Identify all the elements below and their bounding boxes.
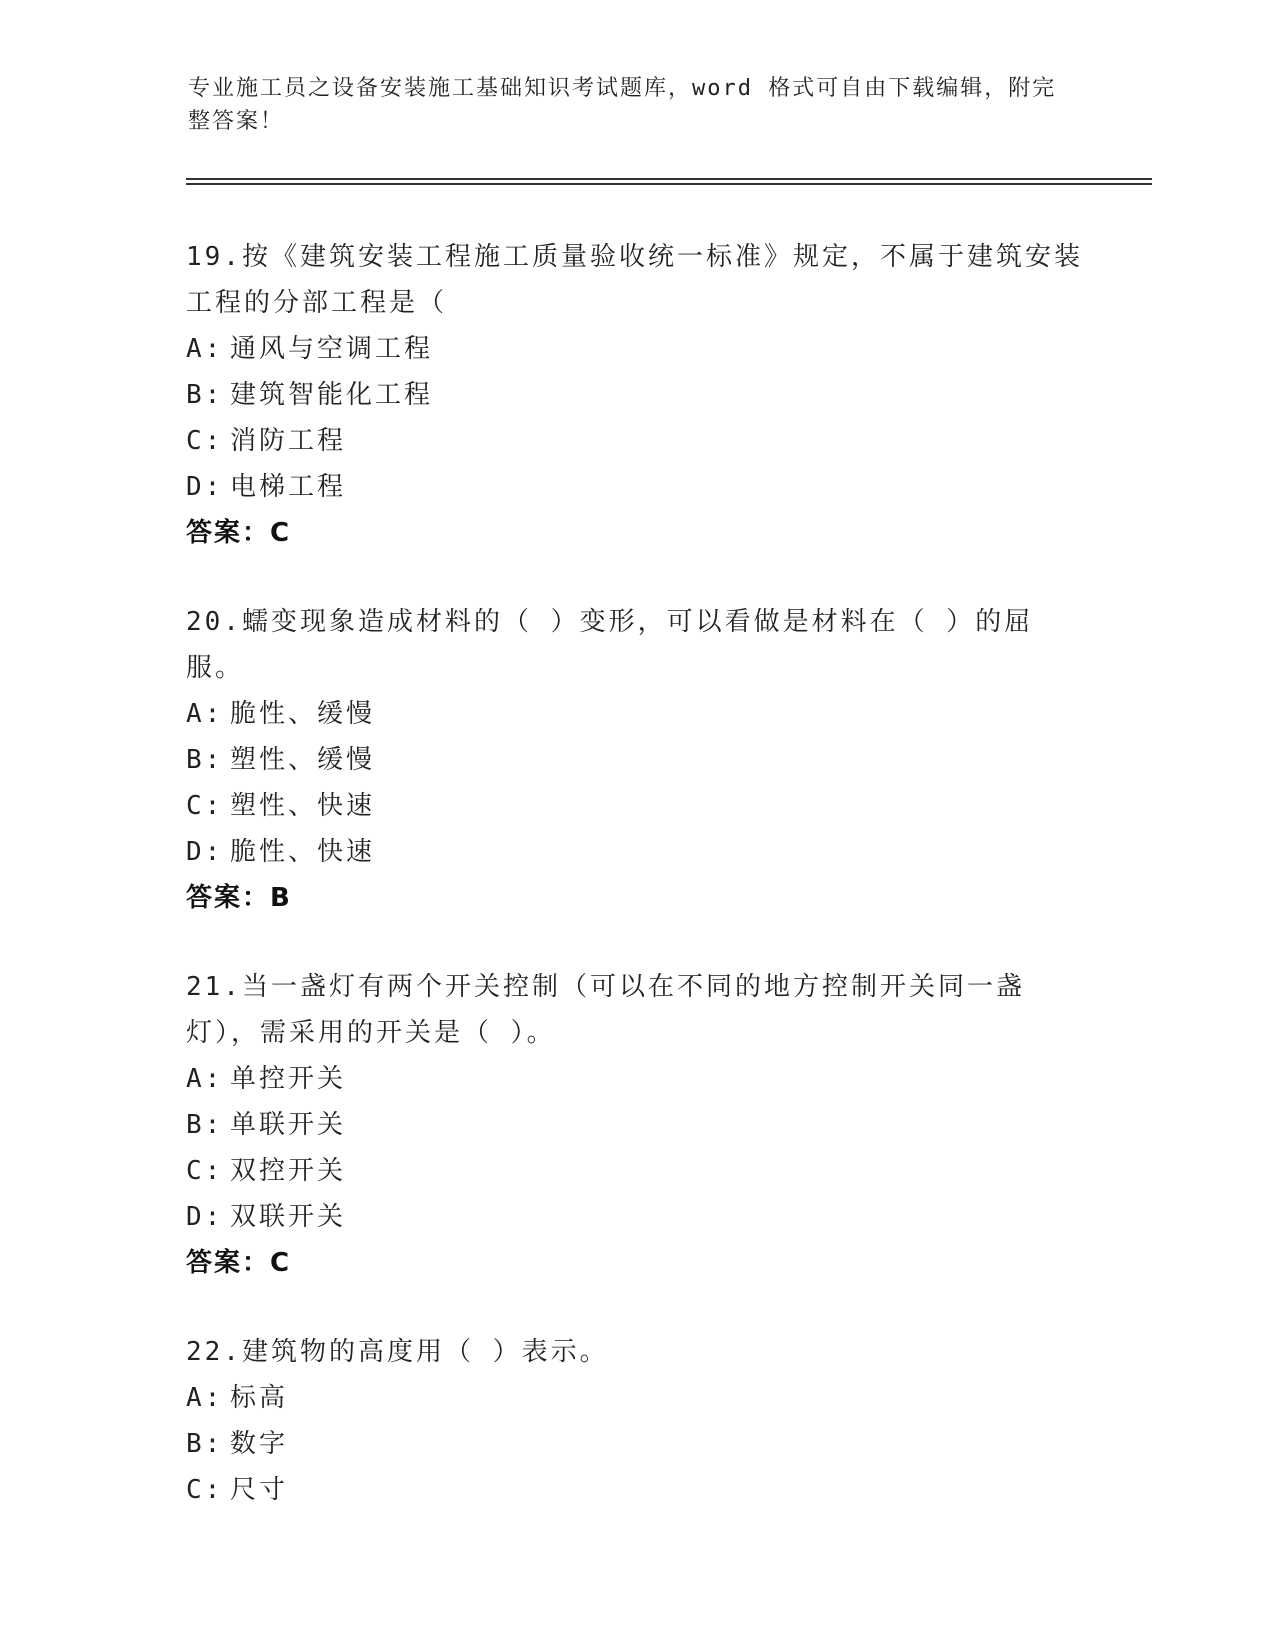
option-text: 尺寸 bbox=[230, 1475, 289, 1505]
option-a bbox=[186, 326, 1086, 372]
question-stem: 21.当一盏灯有两个开关控制（可以在不同的地方控制开关同一盏灯），需采用的开关是（ ）。 bbox=[186, 972, 1025, 1048]
option-b bbox=[186, 1102, 1086, 1148]
option-text: 塑性、缓慢 bbox=[230, 745, 376, 775]
option-key: D: bbox=[186, 1202, 224, 1232]
option-text: 通风与空调工程 bbox=[230, 334, 434, 364]
option-key: D: bbox=[186, 837, 224, 867]
option-text: 单控开关 bbox=[230, 1064, 347, 1094]
option-text: 双控开关 bbox=[230, 1156, 347, 1186]
header-double-rule bbox=[186, 178, 1152, 185]
option-b bbox=[186, 372, 1086, 418]
option-text: 电梯工程 bbox=[230, 472, 347, 502]
option-key: A: bbox=[186, 699, 224, 729]
option-text: 单联开关 bbox=[230, 1110, 347, 1140]
option-text: 脆性、快速 bbox=[230, 837, 376, 867]
option-text: 双联开关 bbox=[230, 1202, 347, 1232]
option-b bbox=[186, 737, 1086, 783]
option-c bbox=[186, 783, 1086, 829]
question-stem: 22.建筑物的高度用（ ）表示。 bbox=[186, 1337, 609, 1367]
option-key: B: bbox=[186, 380, 224, 410]
document-intro: 专业施工员之设备安装施工基础知识考试题库，word 格式可自由下载编辑，附完整答案！ bbox=[188, 76, 1057, 134]
question-20 bbox=[186, 599, 1086, 921]
option-b bbox=[186, 1421, 1086, 1467]
question-stem: 19.按《建筑安装工程施工质量验收统一标准》规定，不属于建筑安装工程的分部工程是（ bbox=[186, 242, 1083, 318]
question-stem: 20.蠕变现象造成材料的（ ）变形，可以看做是材料在（ ）的屈服。 bbox=[186, 607, 1034, 683]
question-22 bbox=[186, 1329, 1086, 1513]
option-c bbox=[186, 418, 1086, 464]
option-key: A: bbox=[186, 1064, 224, 1094]
question-19 bbox=[186, 234, 1086, 556]
option-key: C: bbox=[186, 1475, 224, 1505]
option-d bbox=[186, 829, 1086, 875]
option-c bbox=[186, 1148, 1086, 1194]
option-a bbox=[186, 1375, 1086, 1421]
option-a bbox=[186, 1056, 1086, 1102]
option-text: 消防工程 bbox=[230, 426, 347, 456]
answer-line: 答案：C bbox=[186, 518, 292, 548]
option-text: 数字 bbox=[230, 1429, 289, 1459]
option-text: 标高 bbox=[230, 1383, 289, 1413]
option-d bbox=[186, 1194, 1086, 1240]
option-a bbox=[186, 691, 1086, 737]
option-key: C: bbox=[186, 791, 224, 821]
answer-line: 答案：C bbox=[186, 1248, 292, 1278]
option-text: 脆性、缓慢 bbox=[230, 699, 376, 729]
option-d bbox=[186, 464, 1086, 510]
option-key: C: bbox=[186, 1156, 224, 1186]
option-text: 塑性、快速 bbox=[230, 791, 376, 821]
option-key: C: bbox=[186, 426, 224, 456]
option-text: 建筑智能化工程 bbox=[230, 380, 434, 410]
option-key: B: bbox=[186, 1429, 224, 1459]
question-list bbox=[186, 234, 1086, 1556]
option-key: B: bbox=[186, 1110, 224, 1140]
option-key: D: bbox=[186, 472, 224, 502]
question-21 bbox=[186, 964, 1086, 1286]
answer-line: 答案：B bbox=[186, 883, 292, 913]
option-key: B: bbox=[186, 745, 224, 775]
option-key: A: bbox=[186, 334, 224, 364]
option-c bbox=[186, 1467, 1086, 1513]
option-key: A: bbox=[186, 1383, 224, 1413]
